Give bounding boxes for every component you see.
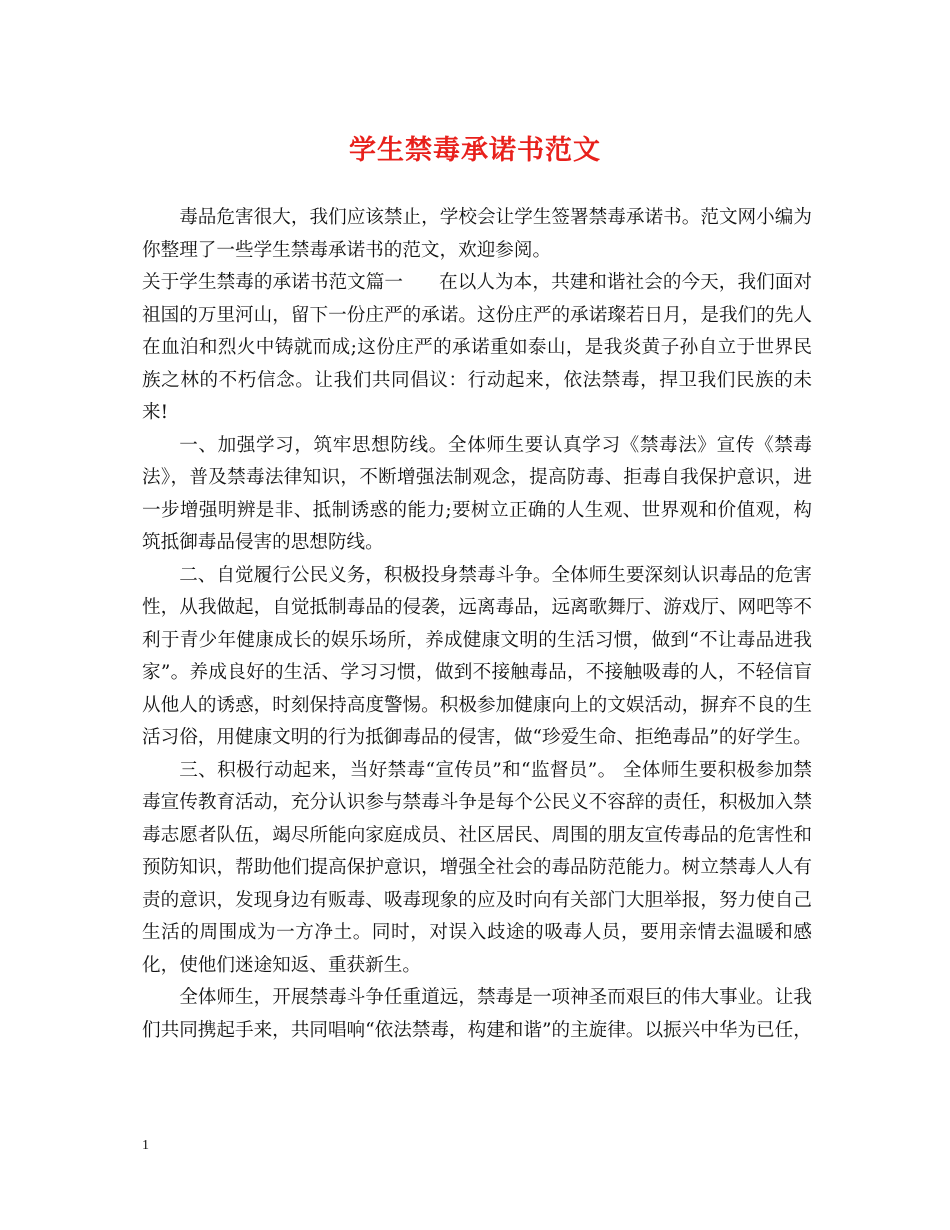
- paragraph-4: 三、积极行动起来，当好禁毒“宣传员”和“监督员”。 全体师生要积极参加禁毒宣传教育活动，充分认识参与禁毒斗争是每个公民义不容辞的责任，积极加入禁毒志愿者队伍，竭尽所能向家庭成员、社区居民、周围的朋友宣传毒品的危害性和预防知识，帮助他们提高保护意识，增强全社会的毒品防范能力。树立禁毒人人有责的意识，发现身边有贩毒、吸毒现象的应及时向有关部门大胆举报，努力使自己生活的周围成为一方净土。同时，对误入歧途的吸毒人员，要用亲情去温暖和感化，使他们迷途知返、重获新生。: [142, 759, 812, 976]
- paragraph-1-text: 在以人为本，共建和谐社会的今天，我们面对祖国的万里河山，留下一份庄严的承诺。这份庄严的承诺璨若日月，是我们的先人在血泊和烈火中铸就而成;这份庄严的承诺重如泰山，是我炎黄子孙自立于世界民族之林的不朽信念。让我们共同倡议：行动起来，依法禁毒，捍卫我们民族的未来!: [142, 272, 812, 423]
- document-body: [142, 202, 812, 1047]
- section-heading: 关于学生禁毒的承诺书范文篇一: [142, 272, 404, 293]
- document-title: 学生禁毒承诺书范文: [349, 135, 601, 166]
- intro-paragraph: 毒品危害很大，我们应该禁止，学校会让学生签署禁毒承诺书。范文网小编为你整理了一些学生禁毒承诺书的范文，欢迎参阅。: [142, 207, 812, 261]
- paragraph-2: 一、加强学习，筑牢思想防线。全体师生要认真学习《禁毒法》宣传《禁毒法》，普及禁毒法律知识，不断增强法制观念，提高防毒、拒毒自我保护意识，进一步增强明辨是非、抵制诱惑的能力;要树立正确的人生观、世界观和价值观，构筑抵御毒品侵害的思想防线。: [142, 434, 812, 553]
- paragraph-3: 二、自觉履行公民义务，积极投身禁毒斗争。全体师生要深刻认识毒品的危害性，从我做起，自觉抵制毒品的侵袭，远离毒品，远离歌舞厅、游戏厅、网吧等不利于青少年健康成长的娱乐场所，养成健康文明的生活习惯，做到“不让毒品进我家”。养成良好的生活、学习习惯，做到不接触毒品，不接触吸毒的人，不轻信盲从他人的诱惑，时刻保持高度警惕。积极参加健康向上的文娱活动，摒弃不良的生活习俗，用健康文明的行为抵御毒品的侵害，做“珍爱生命、拒绝毒品”的好学生。: [142, 564, 812, 748]
- paragraph-5: 全体师生，开展禁毒斗争任重道远，禁毒是一项神圣而艰巨的伟大事业。让我们共同携起手来，共同唱响“依法禁毒，构建和谐”的主旋律。以振兴中华为已任，: [142, 987, 812, 1041]
- section-paragraph-1: [142, 267, 812, 430]
- page-number: 1: [142, 1138, 149, 1153]
